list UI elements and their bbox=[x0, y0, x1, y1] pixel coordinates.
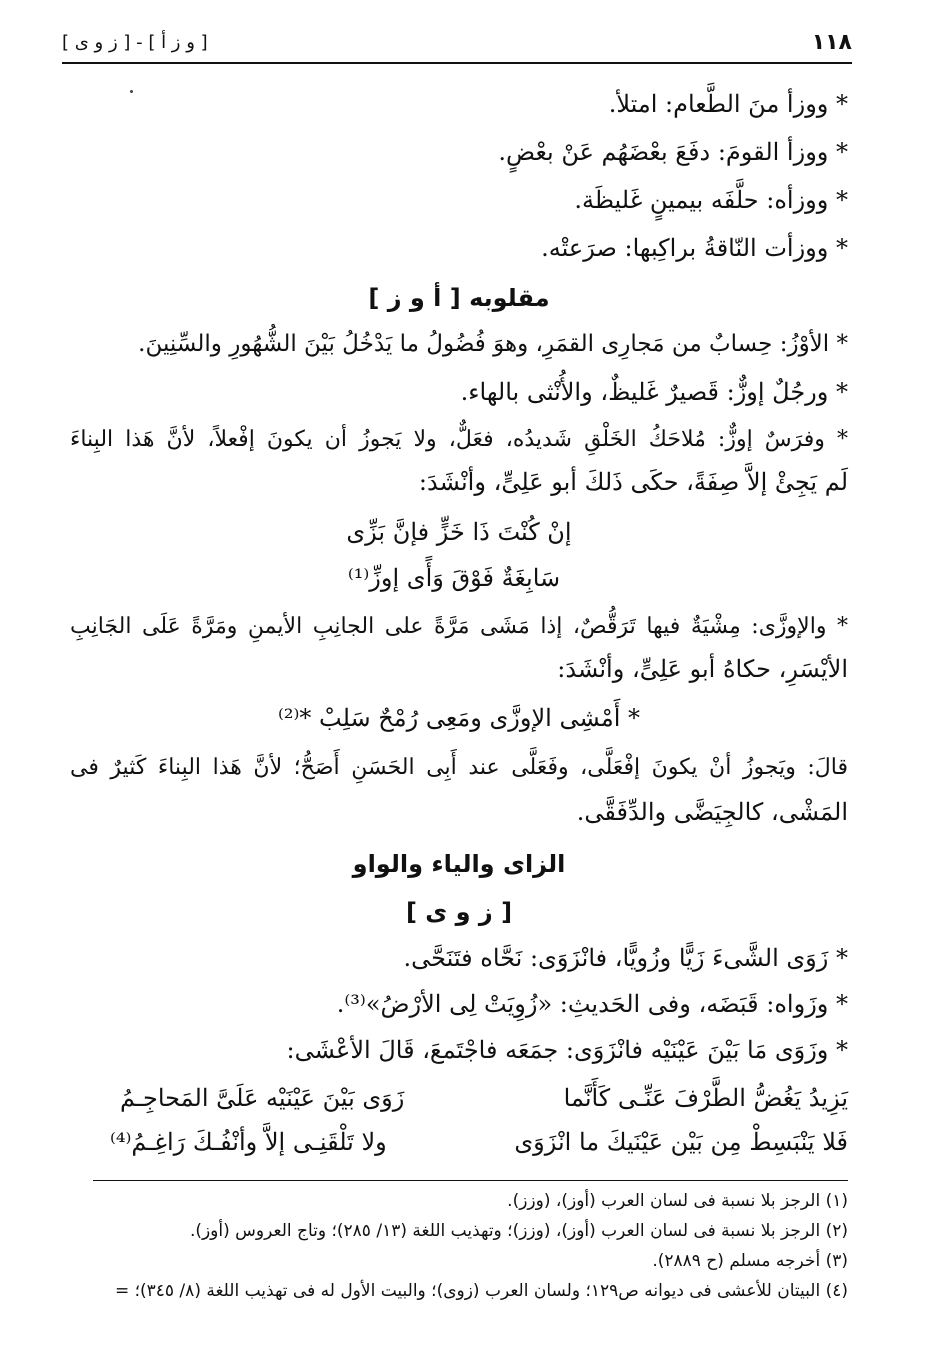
entry-line-continued: الأيْسَرِ، حكاهُ أبو عَلِىٍّ، وأنْشَدَ: bbox=[557, 655, 848, 683]
section-heading: مقلوبه [ أ و ز ] bbox=[368, 284, 550, 312]
section-heading: الزاى والياء والواو bbox=[352, 850, 566, 878]
poem-hemistich: ولا تَلْقَنِـى إلاَّ وأنْفُـكَ رَاغِـمُ⁽⁴⁾ bbox=[110, 1128, 387, 1156]
entry-line: * ووزأ القومَ: دفَعَ بعْضَهُم عَنْ بعْضٍ. bbox=[498, 138, 848, 166]
poem-hemistich: زَوَى بَيْنَ عَيْنَيْه عَلَىَّ المَحاجِـمُ bbox=[120, 1084, 405, 1112]
entry-line: * ورجُلٌ إوزٌّ: قَصيرٌ غَليظٌ، والأُنْثى بالهاء. bbox=[460, 378, 848, 406]
entry-line: * ووزأت النّاقةُ براكِبها: صرَعتْه. bbox=[541, 234, 848, 262]
footnote: (٣) أخرجه مسلم (ح ٢٨٨٩). bbox=[652, 1251, 848, 1271]
entry-line: * وفرَسٌ إوزٌّ: مُلاحَكُ الخَلْقِ شَديدُه، فعَلٌّ، ولا يَجوزُ أن يكونَ إفْعلاً، لأنَّ هَذا البِناءَ bbox=[70, 427, 848, 452]
running-head: [ و ز أ ] - [ ز و ى ] bbox=[62, 32, 208, 53]
entry-line: * والإوزَّى: مِشْيَةٌ فيها تَرَقُّصٌ، إذا مَشَى مَرَّةً على الجانِبِ الأيمنِ ومَرَّةً عَلَى الجَانِبِ bbox=[70, 614, 849, 639]
verse-line: إنْ كُنْتَ ذَا خَزٍّ فإنَّ بَزِّى bbox=[346, 518, 572, 546]
entry-line: * ووزأه: حلَّفَه بيمينٍ غَليظَة. bbox=[574, 186, 848, 214]
page-header bbox=[62, 30, 852, 64]
entry-line: * وزَوَى مَا بَيْنَ عَيْنَيْه فانْزَوَى: جمَعَه فاجْتَمعَ، قَالَ الأعْشَى: bbox=[286, 1036, 848, 1064]
poem-hemistich: فَلا يَنْبَسِطْ مِن بَيْن عَيْنَيكَ ما انْزَوَى bbox=[514, 1128, 848, 1156]
footnote: (٤) البيتان للأعشى فى ديوانه ص١٢٩؛ ولسان العرب (زوى)؛ والبيت الأول له فى تهذيب اللغة (٨/ ٣٤٥)؛ = bbox=[114, 1281, 848, 1301]
entry-line: * زَوَى الشَّىءَ زَيًّا وزُويًّا، فانْزَوَى: نَحَّاه فتَنَحَّى. bbox=[403, 944, 848, 972]
entry-line-continued: لَم يَجِئْ إلاَّ صِفَةً، حكَى ذَلكَ أبو عَلِىٍّ، وأنْشَدَ: bbox=[418, 468, 848, 496]
verse-line: * أَمْشِى الإوزَّى ومَعِى رُمْحٌ سَلِبْ *⁽²⁾ bbox=[277, 704, 641, 732]
entry-line: * الأوْزُ: حِسابٌ من مَجارِى القمَرِ، وهوَ فُضُولُ ما يَدْخُلُ بَيْنَ الشُّهُورِ والسِّنِينَ. bbox=[138, 331, 848, 357]
footnote: (١) الرجز بلا نسبة فى لسان العرب (أوز)، (وزز). bbox=[507, 1191, 848, 1211]
verse-line: سَابِغَةٌ فَوْقَ وَأًى إوزِّ⁽¹⁾ bbox=[347, 564, 561, 592]
entry-line: * وزَواه: قَبَضَه، وفى الحَديثِ: «زُوِيَتْ لِى الأرْضُ»⁽³⁾. bbox=[336, 990, 848, 1018]
footnote: (٢) الرجز بلا نسبة فى لسان العرب (أوز)، (وزز)؛ وتهذيب اللغة (١٣/ ٢٨٥)؛ وتاج العروس (أوز). bbox=[189, 1221, 848, 1241]
page-number: ١١٨ bbox=[811, 30, 852, 55]
entry-line-continued: المَشْى، كالجِيَضَّى والدِّفَقَّى. bbox=[576, 798, 848, 826]
entry-line: قالَ: ويَجوزُ أنْ يكونَ إفْعَلَّى، وفَعَلَّى عند أَبِى الحَسَنِ أَصَحُّ؛ لأنَّ هَذا البِناءَ كَثيرٌ فى bbox=[70, 755, 849, 780]
root-heading: [ ز و ى ] bbox=[405, 898, 513, 926]
footnote-rule bbox=[93, 1180, 848, 1181]
entry-line: * ووزأ منَ الطَّعام: امتلأ. bbox=[608, 90, 848, 118]
poem-hemistich: يَزِيدُ يَغُضُّ الطَّرْفَ عَنِّـى كَأَنَّما bbox=[563, 1084, 848, 1112]
